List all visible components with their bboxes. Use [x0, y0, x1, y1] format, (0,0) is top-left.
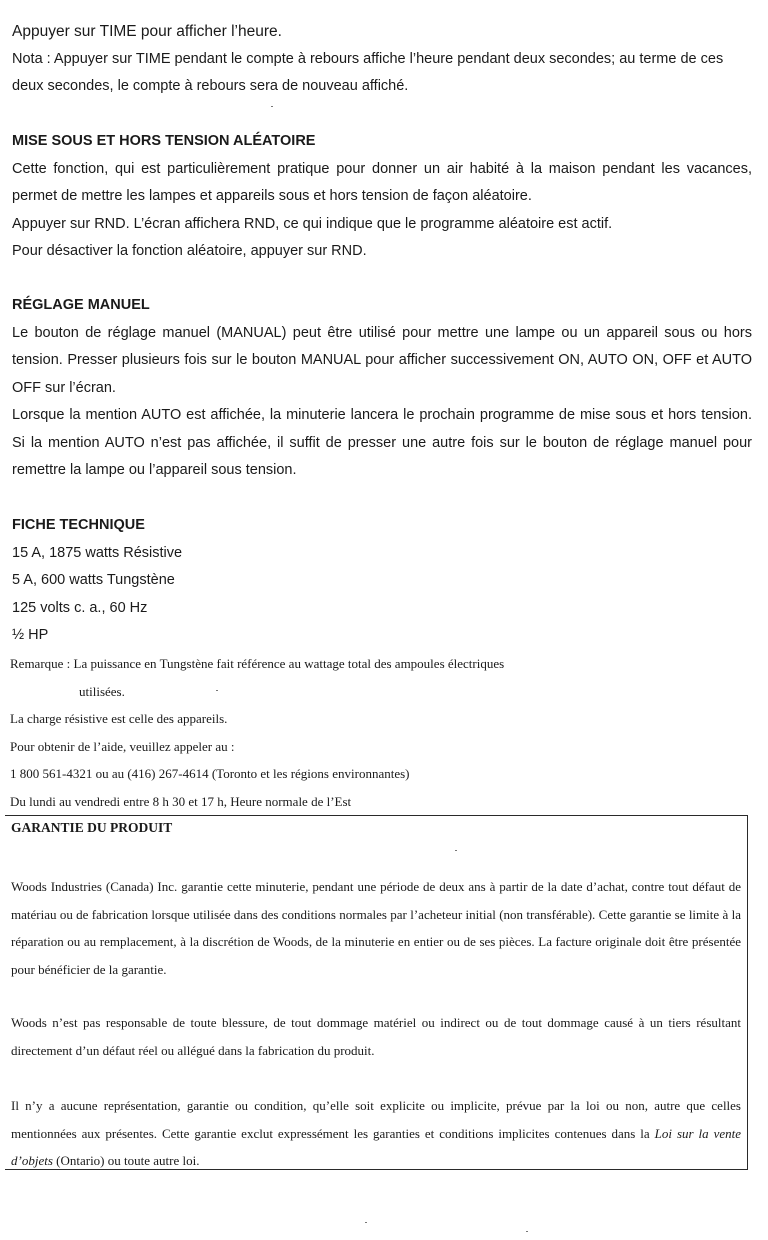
- random-paragraph-3: Pour désactiver la fonction aléatoire, appuyer sur RND.: [12, 243, 367, 259]
- help-phone-line: 1 800 561-4321 ou au (416) 267-4614 (Toronto et les régions environnantes): [10, 766, 410, 782]
- guarantee-p3-end: (Ontario) ou toute autre loi.: [52, 1153, 200, 1169]
- guarantee-paragraph-1: Woods Industries (Canada) Inc. garantie cette minuterie, pendant une période de deux ans à partir de la date d’achat, contre tout défaut de matériau ou de fabrication lorsque utilisée dans des conditions normales par l’acheteur initial (non transférable). Cette garantie se limite à la réparation ou au remplacement, à la discrétion de Woods, de la minuterie en entier ou de ses pièces. La facture originale doit être présentée pour bénéficier de la garantie.: [11, 879, 741, 977]
- section-manual-setting: [12, 292, 752, 485]
- spec-line: ½ HP: [12, 627, 49, 643]
- section-heading-technical: FICHE TECHNIQUE: [12, 517, 145, 533]
- remark-line: utilisées.: [79, 683, 125, 699]
- manual-paragraph-1: Le bouton de réglage manuel (MANUAL) peut être utilisé pour mettre une lampe ou un appareil sous ou hors tension. Presser plusieurs fois sur le bouton MANUAL pour afficher successivement ON, AUTO ON, OFF et AUTO OFF sur l’écran.: [12, 324, 752, 396]
- help-hours-line: Du lundi au vendredi entre 8 h 30 et 17 h, Heure normale de l’Est: [10, 793, 352, 809]
- section-heading-manual: RÉGLAGE MANUEL: [12, 297, 150, 313]
- guarantee-p3-text: Il n’y a aucune représentation, garantie ou condition, qu’elle soit explicite ou implicite, prévue par la loi ou non, autre que celles mentionnées aux présentes. Cette garantie exclut expressément les garanties et conditions implicites contenues dans la: [11, 1098, 741, 1141]
- spec-line: 125 volts c. a., 60 Hz: [12, 599, 148, 616]
- scan-speck: [365, 1222, 367, 1223]
- intro-time-line: Appuyer sur TIME pour afficher l’heure.: [12, 23, 282, 40]
- intro-nota: Nota : Appuyer sur TIME pendant le compte à rebours affiche l’heure pendant deux secondes; au terme de ces deux secondes, le compte à rebours sera de nouveau affiché.: [12, 50, 724, 94]
- help-line: Pour obtenir de l’aide, veuillez appeler au :: [10, 738, 235, 754]
- law-title: Loi sur la vente d’objets: [11, 1125, 742, 1169]
- guarantee-title: GARANTIE DU PRODUIT: [11, 820, 173, 835]
- section-technical-sheet: [12, 512, 752, 650]
- product-guarantee-box: [5, 815, 748, 1170]
- random-paragraph-1: Cette fonction, qui est particulièrement pratique pour donner un air habité à la maison pendant les vacances, permet de mettre les lampes et appareils sous et hors tension de façon aléatoire.: [12, 160, 752, 204]
- guarantee-paragraph-2: Woods n’est pas responsable de toute blessure, de tout dommage matériel ou indirect ou de tout dommage causé à un tiers résultant directement d’un défaut réel ou allégué dans la fabrication du produit.: [11, 1015, 741, 1058]
- section-heading-random: MISE SOUS ET HORS TENSION ALÉATOIRE: [12, 133, 316, 149]
- remarks-block: [10, 650, 750, 816]
- remark-line: La charge résistive est celle des appareils.: [10, 711, 228, 727]
- guarantee-paragraph-3: [11, 1092, 741, 1175]
- spec-line: 15 A, 1875 watts Résistive: [12, 544, 183, 561]
- scan-speck: [216, 690, 218, 691]
- section-random-switching: [12, 128, 752, 266]
- intro-block: [12, 18, 752, 101]
- scan-speck: [455, 850, 457, 851]
- random-paragraph-2: Appuyer sur RND. L’écran affichera RND, ce qui indique que le programme aléatoire est actif.: [12, 215, 613, 232]
- spec-line: 5 A, 600 watts Tungstène: [12, 572, 175, 588]
- scan-speck: [271, 106, 273, 107]
- manual-paragraph-2: Lorsque la mention AUTO est affichée, la minuterie lancera le prochain programme de mise sous et hors tension. Si la mention AUTO n’est pas affichée, il suffit de presser une autre fois sur le bouton de réglage manuel pour remettre la lampe ou l’appareil sous tension.: [12, 407, 752, 478]
- scan-speck: [526, 1231, 528, 1232]
- remark-line: Remarque : La puissance en Tungstène fait référence au wattage total des ampoules électriques: [10, 656, 505, 671]
